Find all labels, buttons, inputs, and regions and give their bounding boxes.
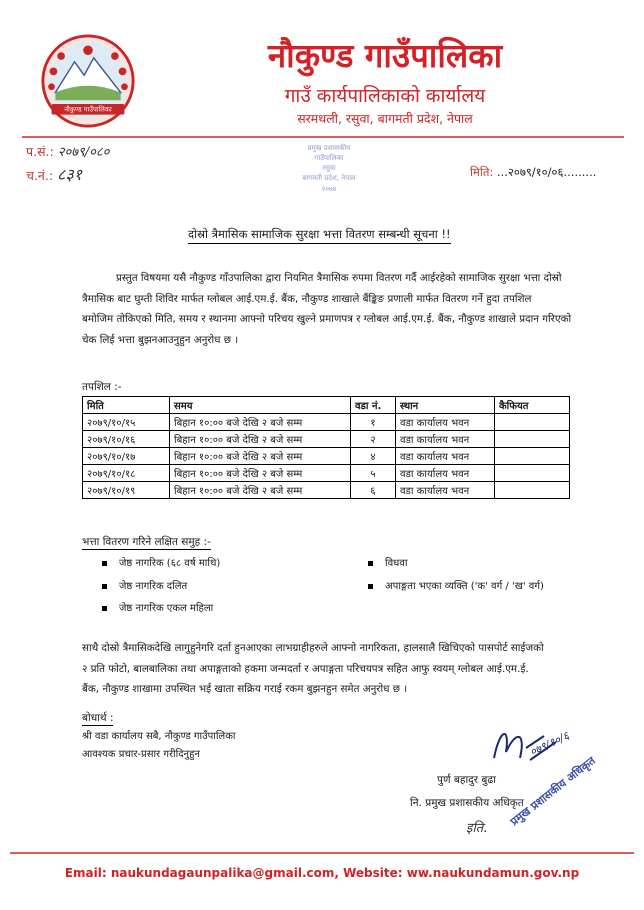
col-header-time: समय	[170, 397, 351, 414]
bullet-icon	[102, 584, 107, 589]
cell-place: वडा कार्यालय भवन	[396, 465, 495, 482]
stamp-line-4: बागमती प्रदेश, नेपाल	[302, 174, 356, 182]
table-row	[83, 465, 570, 482]
schedule-label: तपशिल :-	[82, 381, 122, 393]
cell-time: बिहान १०:०० बजे देखि २ बजे सम्म	[170, 448, 351, 465]
cell-date: २०७९/१०/१७	[83, 448, 170, 465]
intro-line: बमोजिम तोकिएको मिति, समय र स्थानमा आफ्नो परिचय खुल्ने प्रमाणपत्र र ग्लोबल आई.एम.ई. बैंक, नौकुण्ड शाखाले प्रदान गरिएको	[82, 313, 572, 325]
bullet-icon	[102, 606, 107, 611]
letter-date	[470, 165, 596, 180]
table-row	[83, 414, 570, 431]
cell-time: बिहान १०:०० बजे देखि २ बजे सम्म	[170, 465, 351, 482]
cell-date: २०७९/१०/१९	[83, 482, 170, 499]
date-label: मिति:	[470, 165, 494, 179]
target-group-item: जेष्ठ नागरिक (६८ वर्ष माथि)	[102, 555, 220, 569]
cell-ward: ४	[351, 448, 396, 465]
target-group-item: जेष्ठ नागरिक दलित	[102, 578, 187, 592]
iti-mark: इति.	[466, 821, 488, 836]
cell-time: बिहान १०:०० बजे देखि २ बजे सम्म	[170, 482, 351, 499]
table-row	[83, 431, 570, 448]
seal-text: प्रमुख प्रशासकीय अधिकृत	[507, 754, 598, 829]
bullet-icon	[368, 561, 373, 566]
header-divider	[22, 136, 624, 138]
col-header-ward: वडा नं.	[351, 397, 396, 414]
office-stamp	[280, 140, 378, 198]
cell-remarks	[495, 482, 570, 499]
stamp-line-5: २०७४	[321, 185, 337, 193]
fiscal-label: प.सं.:	[26, 144, 54, 159]
cell-time: बिहान १०:०० बजे देखि २ बजे सम्म	[170, 414, 351, 431]
cell-place: वडा कार्यालय भवन	[396, 482, 495, 499]
col-header-place: स्थान	[396, 397, 495, 414]
cell-place: वडा कार्यालय भवन	[396, 414, 495, 431]
schedule-table	[82, 396, 570, 499]
cell-time: बिहान १०:०० बजे देखि २ बजे सम्म	[170, 431, 351, 448]
intro-paragraph	[82, 268, 602, 350]
table-row	[83, 482, 570, 499]
dispatch-value: ८३१	[57, 165, 82, 184]
fiscal-value: २०७९/०८०	[57, 145, 110, 160]
cell-date: २०७९/१०/१६	[83, 431, 170, 448]
intro-line: त्रैमासिक बाट घुम्ती शिविर मार्फत ग्लोबल आई.एम.ई. बैंक, नौकुण्ड शाखाले बैंङ्किङ प्रणाली मार्फत वितरण गर्ने हुदा तपशिल	[82, 292, 532, 305]
bodharth-heading: बोधार्थ :	[82, 712, 114, 724]
cell-remarks	[495, 465, 570, 482]
notice-title: दोस्रो त्रैमासिक सामाजिक सुरक्षा भत्ता वितरण सम्बन्धी सूचना !!	[188, 227, 451, 244]
emblem-banner-text: नौकुण्ड गाउँपालिका	[64, 105, 112, 114]
cell-ward: २	[351, 431, 396, 448]
cell-remarks	[495, 448, 570, 465]
signature-date: ०७९/१०/६	[527, 729, 572, 759]
cell-date: २०७९/१०/१५	[83, 414, 170, 431]
footer-contact: Email: naukundagaunpalika@gmail.com, Website: ww.naukundamun.gov.np	[64, 866, 580, 880]
cell-ward: ५	[351, 465, 396, 482]
closing-line: साथै दोस्रो त्रैमासिकदेखि लागुहुनेगरि दर्ता हुनआएका लाभग्राहीहरुले आफ्नो नागरिकता, हालसालै खिचिएको पासपोर्ट साईजको	[82, 642, 544, 654]
bullet-icon	[102, 561, 107, 566]
dispatch-label: च.नं.:	[26, 168, 54, 183]
intro-line: प्रस्तुत विषयमा यसै नौकुण्ड गाँउपालिका द्वारा नियमित त्रैमासिक रुपमा वितरण गर्दै आईरहेको सामाजिक सुरक्षा भत्ता दोस्रो	[116, 272, 562, 284]
col-header-remarks: कैफियत	[495, 397, 570, 414]
cell-date: २०७९/१०/१८	[83, 465, 170, 482]
officer-name: पुर्ण बहादुर बुढा	[437, 774, 497, 786]
municipality-name: नौकुण्ड गाउँपालिका	[267, 36, 503, 75]
footer-divider	[10, 852, 634, 854]
bullet-icon	[368, 584, 373, 589]
office-name: गाउँ कार्यपालिकाको कार्यालय	[284, 85, 486, 107]
target-groups-heading: भत्ता वितरण गरिने लक्षित समुह :-	[82, 536, 211, 548]
nepal-emblem-logo	[40, 33, 136, 129]
officer-title: नि. प्रमुख प्रशासकीय अधिकृत	[410, 797, 524, 809]
col-header-date: मिति	[83, 397, 170, 414]
cell-ward: १	[351, 414, 396, 431]
fiscal-year-reference	[26, 142, 109, 160]
stamp-line-2: गाउँपालिका	[314, 154, 344, 162]
bodharth-line: आवश्यक प्रचार-प्रसार गरीदिनुहुन	[82, 749, 200, 760]
date-value: ...२०७९/१०/०६.........	[493, 165, 597, 179]
dispatch-reference	[26, 163, 82, 185]
bodharth-line: श्री वडा कार्यालय सबै, नौकुण्ड गाउँपालिका	[82, 731, 236, 742]
intro-line: चेक लिई भत्ता बुझनआउनुहुन अनुरोध छ ।	[82, 333, 239, 346]
officer-seal	[490, 754, 620, 834]
cell-place: वडा कार्यालय भवन	[396, 448, 495, 465]
cell-ward: ६	[351, 482, 396, 499]
closing-paragraph	[82, 638, 602, 700]
cell-remarks	[495, 431, 570, 448]
target-group-item: विधवा	[368, 555, 407, 569]
stamp-line-1: प्रमुख प्रशासकीय	[307, 144, 351, 152]
stamp-line-3: रसुवा	[322, 164, 336, 172]
target-group-item: जेष्ठ नागरिक एकल महिला	[102, 600, 213, 614]
office-address: सरमथली, रसुवा, बागमती प्रदेश, नेपाल	[297, 111, 473, 126]
cell-place: वडा कार्यालय भवन	[396, 431, 495, 448]
target-group-item: अपाङ्गता भएका व्यक्ति ('क' वर्ग / 'ख' वर्ग)	[368, 578, 544, 592]
table-row	[83, 448, 570, 465]
closing-line: बैंक, नौकुण्ड शाखामा उपस्थित भई खाता सक्रिय गराई रकम बुझनहुन समेत अनुरोध छ ।	[82, 683, 408, 695]
cell-remarks	[495, 414, 570, 431]
closing-line: २ प्रति फोटो, बालबालिका तथा अपाङ्गताको हकमा जन्मदर्ता र अपाङ्गता परिचयपत्र सहित आफु स्वयम् ग्लोबल आई.एम.ई.	[82, 662, 529, 675]
table-header-row	[83, 397, 570, 414]
